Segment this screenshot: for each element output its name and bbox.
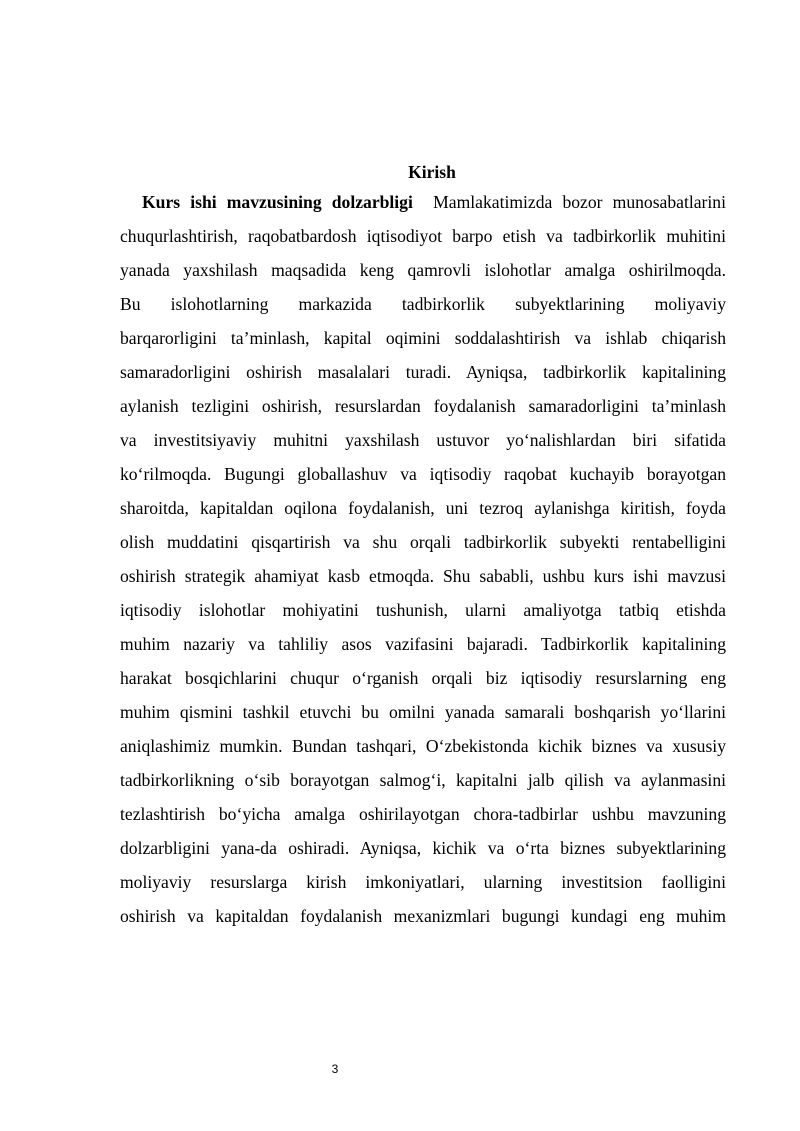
paragraph-line: oshirish va kapitaldan foydalanish mexanizmlari bugungi kundagi eng muhim [120,906,726,926]
paragraph-line: barqarorligini ta’minlash, kapital oqimini soddalashtirish va ishlab chiqarish [120,328,726,348]
section-heading: Kirish [408,162,456,182]
body-paragraph [120,185,726,933]
paragraph-line: chuqurlashtirish, raqobatbardosh iqtisodiyot barpo etish va tadbirkorlik muhitini [120,226,726,246]
page-number: 3 [331,1062,339,1076]
paragraph-line: samaradorligini oshirish masalalari turadi. Ayniqsa, tadbirkorlik kapitalining [120,362,726,382]
paragraph-line: aylanish tezligini oshirish, resurslardan foydalanish samaradorligini ta’minlash [120,396,726,416]
paragraph-line: tadbirkorlikning o‘sib borayotgan salmog‘i, kapitalni jalb qilish va aylanmasini [120,770,726,790]
first-line-text: Mamlakatimizda bozor munosabatlarini [412,192,726,212]
paragraph-line: Bu islohotlarning markazida tadbirkorlik subyektlarining moliyaviy [120,294,726,314]
paragraph-line: aniqlashimiz mumkin. Bundan tashqari, O‘zbekistonda kichik biznes va xususiy [120,736,726,756]
paragraph-line: harakat bosqichlarini chuqur o‘rganish orqali biz iqtisodiy resurslarning eng [120,668,726,688]
paragraph-line [120,185,726,219]
paragraph-line: iqtisodiy islohotlar mohiyatini tushunish, ularni amaliyotga tatbiq etishda [120,600,726,620]
paragraph-line: tezlashtirish bo‘yicha amalga oshirilayotgan chora-tadbirlar ushbu mavzuning [120,804,726,824]
paragraph-line: muhim qismini tashkil etuvchi bu omilni yanada samarali boshqarish yo‘llarini [120,702,726,722]
paragraph-line: muhim nazariy va tahliliy asos vazifasini bajaradi. Tadbirkorlik kapitalining [120,634,726,654]
paragraph-line: olish muddatini qisqartirish va shu orqali tadbirkorlik subyekti rentabelligini [120,532,726,552]
paragraph-line: yanada yaxshilash maqsadida keng qamrovli islohotlar amalga oshirilmoqda. [120,260,726,280]
paragraph-line: sharoitda, kapitaldan oqilona foydalanish, uni tezroq aylanishga kiritish, foyda [120,498,726,518]
paragraph-line: dolzarbligini yana-da oshiradi. Ayniqsa, kichik va o‘rta biznes subyektlarining [120,838,726,858]
paragraph-line: va investitsiyaviy muhitni yaxshilash ustuvor yo‘nalishlardan biri sifatida [120,430,726,450]
lead-phrase: Kurs ishi mavzusining dolzarbligi [142,192,413,212]
paragraph-line: moliyaviy resurslarga kirish imkoniyatlari, ularning investitsion faolligini [120,872,726,892]
paragraph-line: oshirish strategik ahamiyat kasb etmoqda. Shu sababli, ushbu kurs ishi mavzusi [120,566,726,586]
paragraph-line: ko‘rilmoqda. Bugungi globallashuv va iqtisodiy raqobat kuchayib borayotgan [120,464,726,484]
